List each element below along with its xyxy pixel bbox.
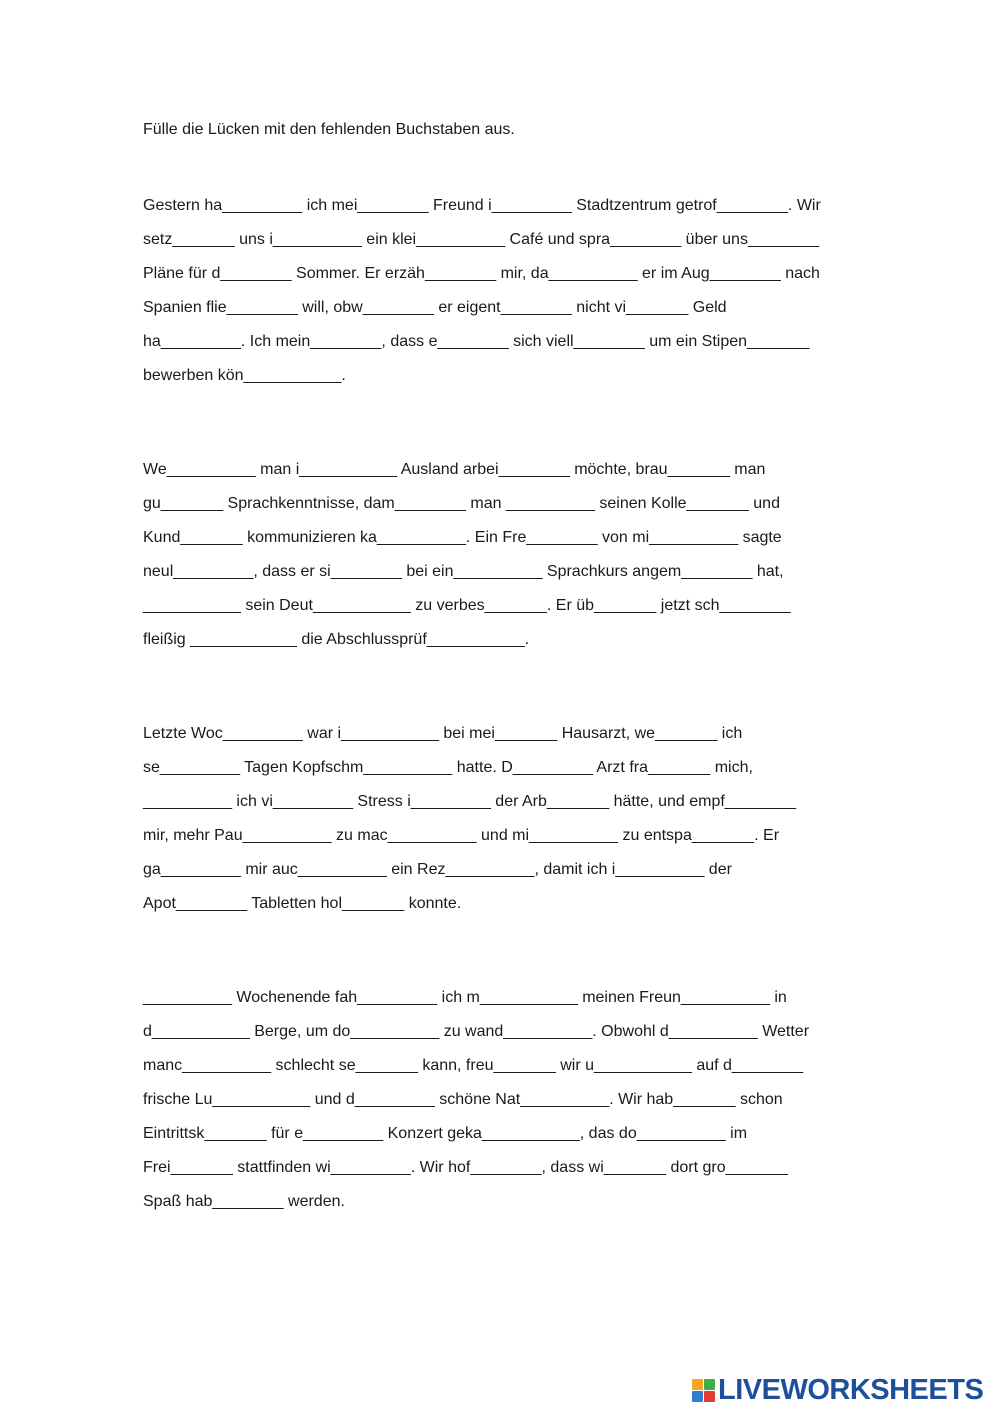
text-line: gu_______ Sprachkenntnisse, dam________ man __________ seinen Kolle_______ und	[143, 495, 780, 512]
logo-text: LIVEWORKSHEETS	[718, 1374, 984, 1406]
text-line: Spanien flie________ will, obw________ er eigent________ nicht vi_______ Geld	[143, 299, 727, 316]
text-line: Eintrittsk_______ für e_________ Konzert geka___________, das do__________ im	[143, 1125, 748, 1142]
text-line: Gestern ha_________ ich mei________ Freund i_________ Stadtzentrum getrof________. Wir	[143, 197, 821, 214]
text-line: ha_________. Ich mein________, dass e________ sich viell________ um ein Stipen_______	[143, 333, 810, 350]
text-line: __________ Wochenende fah_________ ich m___________ meinen Freun__________ in	[143, 989, 787, 1006]
text-line: neul_________, dass er si________ bei ein__________ Sprachkurs angem________ hat,	[143, 563, 784, 580]
text-line: setz_______ uns i__________ ein klei__________ Café und spra________ über uns________	[143, 231, 820, 248]
logo-tile	[692, 1391, 703, 1402]
liveworksheets-logo-icon	[692, 1379, 715, 1402]
text-line: manc__________ schlecht se_______ kann, freu_______ wir u___________ auf d________	[143, 1057, 804, 1074]
paragraph-3	[143, 723, 903, 927]
liveworksheets-logo	[692, 1376, 983, 1404]
text-line: Apot________ Tabletten hol_______ konnte.	[143, 895, 462, 912]
text-line: bewerben kön___________.	[143, 367, 346, 384]
text-line: Spaß hab________ werden.	[143, 1193, 345, 1210]
text-line: Frei_______ stattfinden wi_________. Wir hof________, dass wi_______ dort gro_______	[143, 1159, 788, 1176]
logo-tile	[692, 1379, 703, 1390]
text-line: Pläne für d________ Sommer. Er erzäh________ mir, da__________ er im Aug________ nach	[143, 265, 820, 282]
paragraph-1	[143, 195, 903, 399]
text-line: Kund_______ kommunizieren ka__________. Ein Fre________ von mi__________ sagte	[143, 529, 782, 546]
text-line: d___________ Berge, um do__________ zu wand__________. Obwohl d__________ Wetter	[143, 1023, 810, 1040]
logo-tile	[704, 1391, 715, 1402]
paragraph-4	[143, 987, 903, 1225]
text-line: fleißig ____________ die Abschlussprüf___________.	[143, 631, 530, 648]
text-line: mir, mehr Pau__________ zu mac__________ und mi__________ zu entspa_______. Er	[143, 827, 780, 844]
text-line: We__________ man i___________ Ausland arbei________ möchte, brau_______ man	[143, 461, 766, 478]
logo-tile	[704, 1379, 715, 1390]
instruction-text: Fülle die Lücken mit den fehlenden Buchstaben aus.	[143, 121, 515, 138]
text-line: ___________ sein Deut___________ zu verbes_______. Er üb_______ jetzt sch________	[143, 597, 791, 614]
text-line: frische Lu___________ und d_________ schöne Nat__________. Wir hab_______ schon	[143, 1091, 783, 1108]
text-line: Letzte Woc_________ war i___________ bei mei_______ Hausarzt, we_______ ich	[143, 725, 743, 742]
text-line: __________ ich vi_________ Stress i_________ der Arb_______ hätte, und empf________	[143, 793, 796, 810]
paragraph-2	[143, 459, 903, 663]
text-line: ga_________ mir auc__________ ein Rez__________, damit ich i__________ der	[143, 861, 732, 878]
text-line: se_________ Tagen Kopfschm__________ hatte. D_________ Arzt fra_______ mich,	[143, 759, 753, 776]
